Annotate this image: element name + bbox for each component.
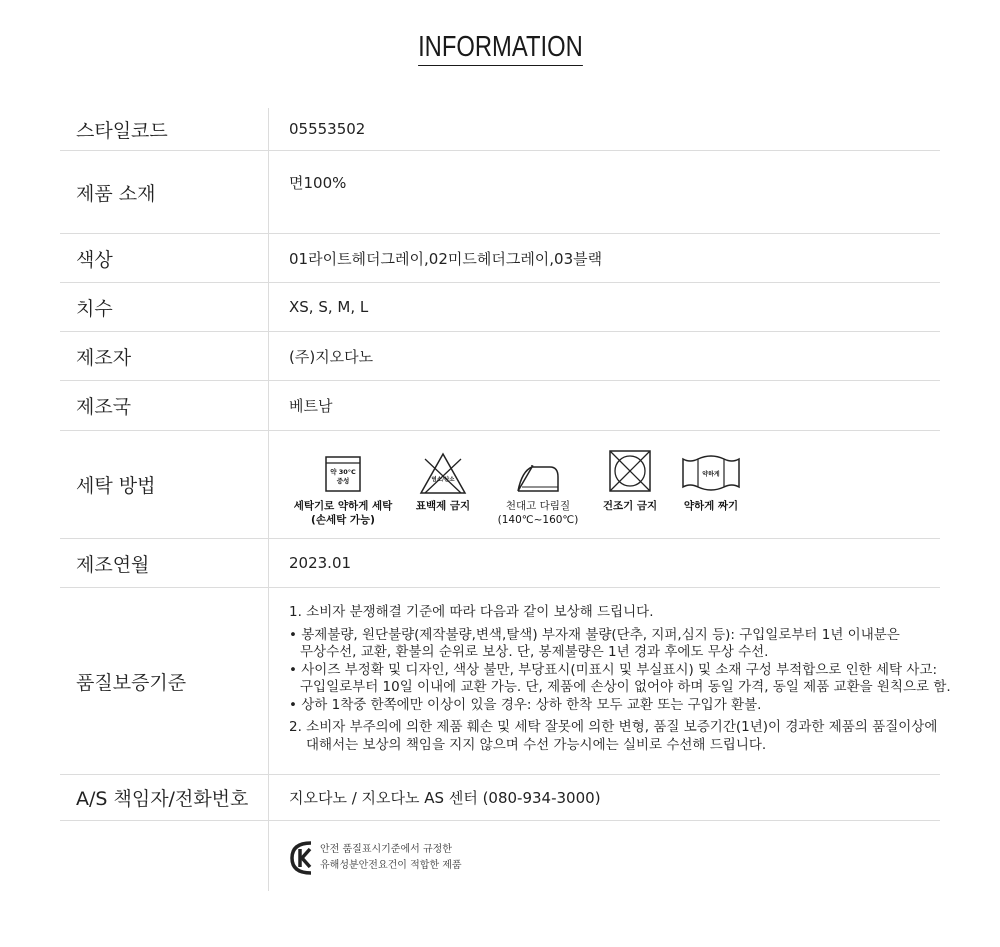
row-date [60, 539, 940, 588]
row-quality [60, 588, 951, 775]
quality-list [289, 604, 951, 754]
bleach-caption: 표백제 금지 [415, 500, 471, 512]
style-code-label: 스타일코드 [76, 119, 168, 142]
care-item-iron [489, 449, 587, 527]
care-item-bleach [407, 449, 479, 513]
divider [268, 431, 269, 538]
row-washing [60, 431, 940, 539]
care-item-dryer [595, 449, 665, 513]
as-value: 지오다노 / 지오다노 AS 센터 (080-934-3000) [289, 789, 601, 807]
size-label: 치수 [76, 297, 113, 320]
date-label: 제조연월 [76, 553, 150, 576]
kc-mark-icon [289, 839, 315, 877]
style-code-value: 05553502 [289, 120, 366, 138]
divider [268, 539, 269, 587]
iron-caption-1: 천대고 다림질 [505, 500, 571, 512]
washing-label: 세탁 방법 [76, 475, 156, 497]
page-title-wrap [0, 30, 1000, 66]
kc-line-2: 유해성분안전요건이 적합한 제품 [320, 860, 462, 871]
country-value: 베트남 [289, 397, 333, 415]
quality-line: • 상하 1착중 한쪽에만 이상이 있을 경우: 상하 한착 모두 교환 또는 구입가 환불. [289, 696, 762, 713]
row-style-code [60, 108, 940, 151]
wring-icon-text: 약하게 [702, 471, 720, 478]
quality-line: 구입일로부터 10일 이내에 교환 가능. 단, 제품에 손상이 없어야 하며 동일 가격, 동일 제품 교환을 원칙으로 함. [300, 679, 951, 695]
care-item-wring [673, 449, 749, 513]
quality-line: 무상수선, 교환, 환불의 순위로 보상. 단, 봉제불량은 1년 경과 후에도 무상 수선. [300, 644, 769, 660]
divider [268, 332, 269, 380]
row-kc [60, 821, 940, 891]
divider [268, 775, 269, 820]
as-label: A/S 책임자/전화번호 [76, 788, 249, 810]
row-color [60, 234, 940, 283]
kc-line-1: 안전 품질표시기준에서 규정한 [320, 844, 452, 855]
wring-caption: 약하게 짜기 [683, 500, 739, 512]
size-value: XS, S, M, L [289, 298, 369, 316]
divider [268, 821, 269, 891]
material-value: 면100% [289, 174, 347, 192]
care-item-wash [289, 449, 397, 527]
wash-caption-1: 세탁기로 약하게 세탁 [293, 500, 393, 512]
quality-line: 2. 소비자 부주의에 의한 제품 훼손 및 세탁 잘못에 의한 변형, 품질 보증기간(1년)이 경과한 제품의 품질이상에 [289, 719, 938, 735]
country-label: 제조국 [76, 396, 132, 418]
manufacturer-label: 제조자 [76, 346, 132, 369]
manufacturer-value: (주)지오다노 [289, 347, 374, 366]
divider [268, 283, 269, 331]
quality-line: 1. 소비자 분쟁해결 기준에 따라 다음과 같이 보상해 드립니다. [289, 604, 654, 620]
bleach-icon-text: 염소/산소 [431, 477, 455, 483]
quality-label: 품질보증기준 [76, 671, 187, 694]
divider [268, 234, 269, 282]
color-value: 01라이트헤더그레이,02미드헤더그레이,03블랙 [289, 249, 603, 268]
kc-text [320, 842, 462, 874]
divider [268, 381, 269, 430]
dryer-caption: 건조기 금지 [602, 500, 658, 512]
row-manufacturer [60, 332, 940, 381]
wash-detergent-text: 중성 [336, 477, 350, 485]
row-size [60, 283, 940, 332]
page-title: INFORMATION [418, 30, 583, 66]
divider [268, 588, 269, 774]
quality-line: • 사이즈 부정확 및 디자인, 색상 불만, 부당표시(미표시 및 부실표시) 및 소재 구성 부적합으로 인한 세탁 사고: [289, 661, 938, 678]
no-tumble-dry-icon [606, 449, 654, 497]
wash-temp-text: 약 30°C [330, 468, 356, 476]
quality-line: 대해서는 보상의 책임을 지지 않으며 수선 가능시에는 실비로 수선해 드립니다. [306, 736, 767, 753]
color-label: 색상 [76, 248, 113, 271]
no-bleach-icon [417, 449, 469, 497]
iron-caption-2: (140℃~160℃) [497, 514, 579, 526]
divider [268, 108, 269, 150]
wash-caption-2: (손세탁 가능) [311, 514, 375, 526]
date-value: 2023.01 [289, 554, 352, 572]
iron-icon [512, 449, 564, 497]
quality-line: • 봉제불량, 원단불량(제작불량,변색,탈색) 부자재 불량(단추, 지퍼,심지 등): 구입일로부터 1년 이내분은 [289, 626, 900, 643]
wring-gently-icon [680, 449, 742, 497]
row-material [60, 151, 940, 234]
row-country [60, 381, 940, 431]
divider [268, 151, 269, 233]
kc-certification [289, 839, 462, 877]
material-label: 제품 소재 [76, 182, 156, 205]
row-as [60, 775, 940, 821]
wash-tub-icon [323, 449, 363, 497]
